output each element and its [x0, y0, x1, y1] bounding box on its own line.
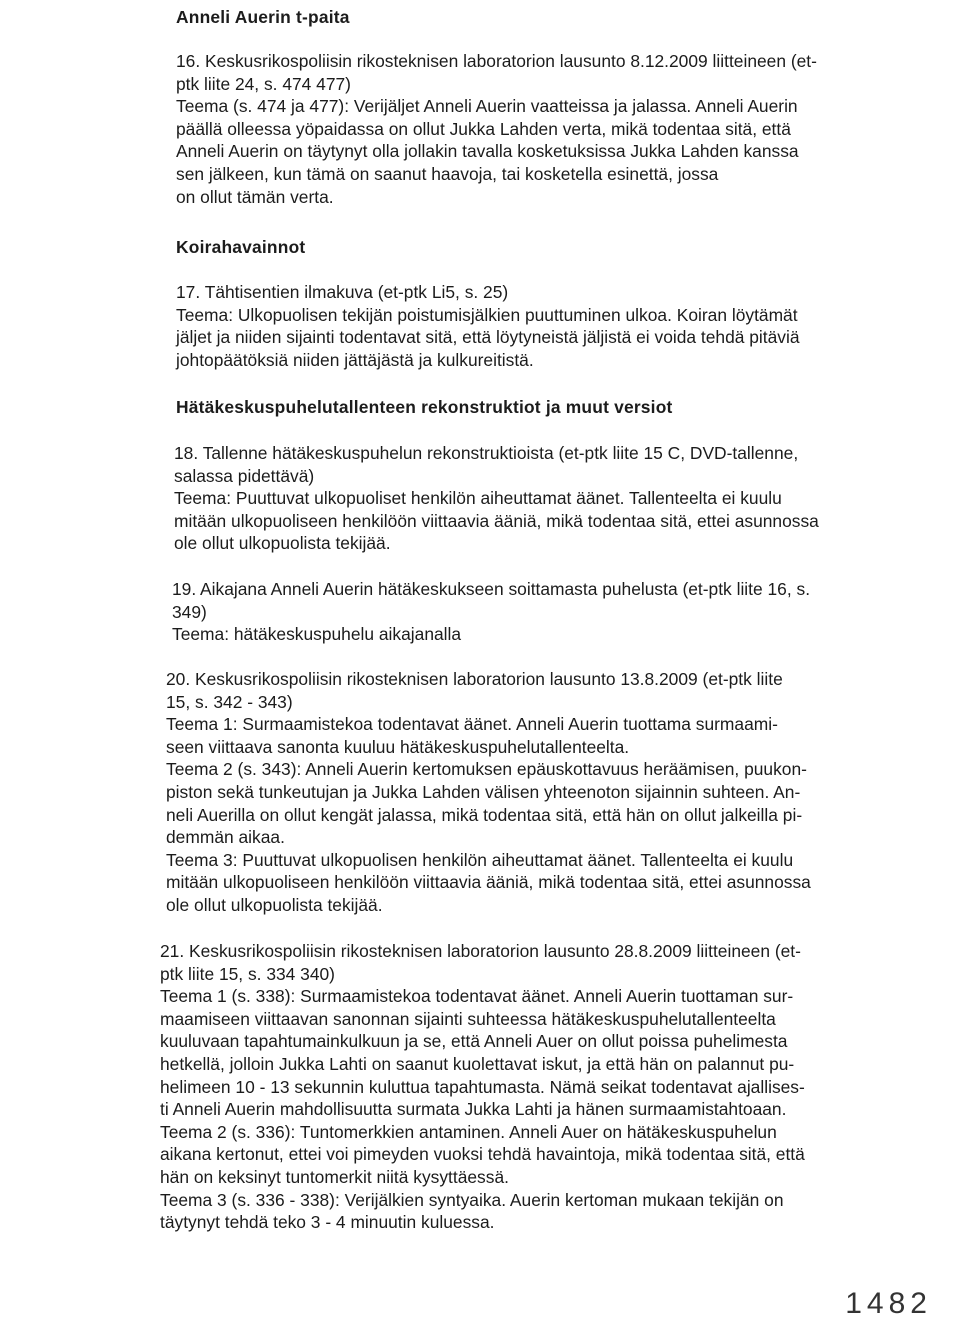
- item-21: [160, 940, 805, 1234]
- item-18: [174, 442, 819, 555]
- item-19-line: 19. Aikajana Anneli Auerin hätäkeskukseen soittamasta puhelusta (et-ptk liite 16, s.: [172, 579, 811, 599]
- item-17-line: 17. Tähtisentien ilmakuva (et-ptk Li5, s. 25): [176, 282, 509, 302]
- item-16-line: Anneli Auerin on täytynyt olla jollakin tavalla kosketuksissa Jukka Lahden kanssa: [176, 141, 799, 162]
- item-21-line: täytynyt tehdä teko 3 - 4 minuutin kuluessa.: [160, 1212, 495, 1233]
- item-21-line: hetkellä, jolloin Jukka Lahti on saanut kuolettavat iskut, ja että hän on palannut pu-: [160, 1053, 795, 1074]
- item-16-line: Teema (s. 474 ja 477): Verijäljet Anneli Auerin vaatteissa ja jalassa. Anneli Auerin: [176, 96, 798, 117]
- item-17-line: jäljet ja niiden sijainti todentavat sitä, että löytyneistä jäljistä ei voida tehdä pitäviä: [176, 327, 800, 348]
- item-19: [172, 578, 810, 646]
- item-21-line: helimeen 10 - 13 sekunnin kuluttua tapahtumasta. Nämä seikat todentavat ajallises-: [160, 1076, 805, 1097]
- item-21-line: Teema 3 (s. 336 - 338): Verijälkien syntyaika. Auerin kertoman mukaan tekijän on: [160, 1189, 784, 1210]
- item-18-line: ole ollut ulkopuolista tekijää.: [174, 533, 391, 554]
- item-20-line: Teema 2 (s. 343): Anneli Auerin kertomuksen epäuskottavuus heräämisen, puukon-: [166, 759, 807, 780]
- item-20-line: 15, s. 342 - 343): [166, 691, 293, 712]
- item-19-line: Teema: hätäkeskuspuhelu aikajanalla: [172, 624, 462, 645]
- page-number: 1482: [845, 1287, 932, 1320]
- item-17-line: Teema: Ulkopuolisen tekijän poistumisjälkien puuttuminen ulkoa. Koiran löytämät: [176, 304, 798, 325]
- item-18-line: mitään ulkopuoliseen henkilöön viittaavia ääniä, mikä todentaa sitä, ettei asunnossa: [174, 510, 819, 531]
- item-21-line: kuuluvaan tapahtumainkulkuun ja se, että Anneli Auer on ollut poissa puhelimesta: [160, 1031, 788, 1052]
- item-17-line: johtopäätöksiä niiden jättäjästä ja kulkureitistä.: [176, 349, 534, 370]
- item-16-line: sen jälkeen, kun tämä on saanut haavoja, tai kosketella esinettä, jossa: [176, 163, 719, 184]
- item-20-line: ole ollut ulkopuolista tekijää.: [166, 894, 383, 915]
- item-21-line: Teema 2 (s. 336): Tuntomerkkien antaminen. Anneli Auer on hätäkeskuspuhelun: [160, 1121, 777, 1142]
- item-16-line: ptk liite 24, s. 474 477): [176, 73, 351, 94]
- item-20-line: Teema 3: Puuttuvat ulkopuolisen henkilön aiheuttamat äänet. Tallenteelta ei kuulu: [166, 849, 794, 870]
- item-20-line: 20. Keskusrikospoliisin rikosteknisen laboratorion lausunto 13.8.2009 (et-ptk liite: [166, 669, 783, 689]
- item-21-line: aikana kertonut, ettei voi pimeyden vuoksi tehdä havaintoja, mikä todentaa sitä, että: [160, 1144, 805, 1165]
- item-16: [176, 50, 817, 208]
- section-heading-koirahavainnot: Koirahavainnot: [176, 237, 306, 257]
- item-21-line: maamiseen viittaavan sanonnan sijainti suhteessa hätäkeskuspuhelutallenteelta: [160, 1008, 776, 1029]
- section-heading-rekonstruktiot: Hätäkeskuspuhelutallenteen rekonstruktiot ja muut versiot: [176, 397, 673, 417]
- item-21-line: ptk liite 15, s. 334 340): [160, 963, 335, 984]
- item-21-line: 21. Keskusrikospoliisin rikosteknisen laboratorion lausunto 28.8.2009 liitteineen (et-: [160, 941, 801, 961]
- item-20-line: Teema 1: Surmaamistekoa todentavat äänet. Anneli Auerin tuottama surmaami-: [166, 714, 778, 735]
- item-17: [176, 281, 800, 371]
- item-20: [166, 668, 811, 917]
- item-21-line: hän on keksinyt tuntomerkit niitä kysyttäessä.: [160, 1166, 509, 1187]
- item-20-line: neli Auerilla on ollut kengät jalassa, mikä todentaa sitä, että hän on ollut jalkeilla pi-: [166, 804, 803, 825]
- item-20-line: piston sekä tunkeutujan ja Jukka Lahden välisen yhteenoton sijainnin suhteen. An-: [166, 781, 801, 802]
- item-16-line: 16. Keskusrikospoliisin rikosteknisen laboratorion lausunto 8.12.2009 liitteineen (et-: [176, 51, 817, 71]
- section-heading-t-paita: Anneli Auerin t-paita: [176, 7, 350, 27]
- item-18-line: salassa pidettävä): [174, 465, 315, 486]
- item-16-line: päällä olleessa yöpaidassa on ollut Jukka Lahden verta, mikä todentaa sitä, että: [176, 118, 791, 139]
- item-19-line: 349): [172, 601, 207, 622]
- item-21-line: Teema 1 (s. 338): Surmaamistekoa todentavat äänet. Anneli Auerin tuottaman sur-: [160, 986, 794, 1007]
- item-20-line: seen viittaava sanonta kuuluu hätäkeskuspuhelutallenteelta.: [166, 736, 630, 757]
- item-20-line: demmän aikaa.: [166, 827, 285, 848]
- item-16-line: on ollut tämän verta.: [176, 186, 334, 207]
- item-18-line: Teema: Puuttuvat ulkopuoliset henkilön aiheuttamat äänet. Tallenteelta ei kuulu: [174, 488, 782, 509]
- item-21-line: ti Anneli Auerin mahdollisuutta surmata Jukka Lahti ja hänen surmaamistahtoaan.: [160, 1099, 787, 1120]
- item-18-line: 18. Tallenne hätäkeskuspuhelun rekonstruktioista (et-ptk liite 15 C, DVD-tallenne,: [174, 443, 799, 463]
- item-20-line: mitään ulkopuoliseen henkilöön viittaavia ääniä, mikä todentaa sitä, ettei asunnossa: [166, 872, 811, 893]
